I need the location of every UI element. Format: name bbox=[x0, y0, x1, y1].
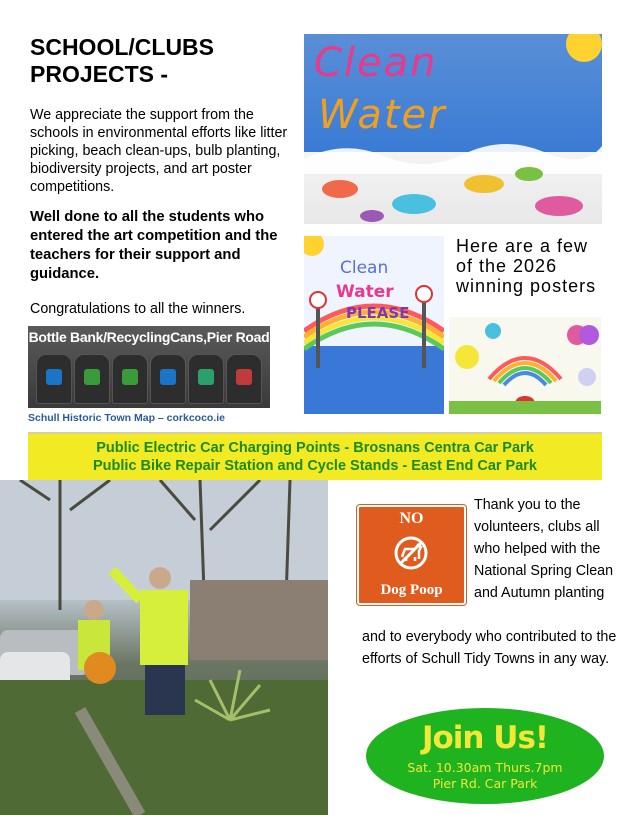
bin-label bbox=[198, 369, 214, 385]
intro-paragraph: We appreciate the support from the schools in environmental efforts like litter picking, beach clean-ups, bulb planting, biodiversity projects, and art poster competitions. bbox=[30, 107, 288, 195]
poster2-line3: PLEASE bbox=[346, 304, 410, 322]
congrats-text: Congratulations to all the winners. bbox=[30, 301, 246, 317]
poster-title-line1: Clean bbox=[314, 40, 438, 86]
page-title: SCHOOL/CLUBS PROJECTS - bbox=[30, 34, 214, 87]
winning-posters-text: Here are a few of the 2026 winning posters bbox=[456, 236, 597, 296]
join-us-badge bbox=[366, 708, 604, 804]
recycling-bin bbox=[188, 354, 224, 404]
dog-sign-bottom: Dog Poop bbox=[380, 582, 443, 598]
poster2-line2: Water bbox=[336, 282, 394, 302]
clean-water-poster bbox=[304, 34, 602, 224]
well-done-paragraph: Well done to all the students who entered the art competition and the teachers for their support and guidance. bbox=[30, 209, 278, 282]
no-dog-poop-sign bbox=[357, 505, 466, 605]
recycling-bin bbox=[150, 354, 186, 404]
banner-bike-repair: Public Bike Repair Station and Cycle Stands - East End Car Park bbox=[93, 458, 537, 474]
map-caption: Schull Historic Town Map – corkcoco.ie bbox=[28, 412, 226, 424]
join-us-place: Pier Rd. Car Park bbox=[432, 776, 538, 791]
poster2-line1: Clean bbox=[340, 258, 389, 278]
bin-label bbox=[160, 369, 176, 385]
join-us-headline: Join Us! bbox=[421, 720, 549, 756]
recycling-bin bbox=[112, 354, 148, 404]
join-us-times: Sat. 10.30am Thurs.7pm bbox=[407, 760, 563, 775]
recycling-bin bbox=[226, 354, 262, 404]
thanks-everybody-text: and to everybody who contributed to the efforts of Schull Tidy Towns in any way. bbox=[362, 629, 617, 667]
poster-title-line2: Water bbox=[318, 92, 447, 138]
butterflies-poster bbox=[449, 317, 601, 414]
volunteers-photo bbox=[0, 480, 328, 815]
thanks-volunteers-text: Thank you to the volunteers, clubs all who helped with the National Spring Clean and Autumn planting bbox=[474, 497, 614, 601]
bin-label bbox=[236, 369, 252, 385]
bin-label bbox=[122, 369, 138, 385]
clean-water-please-poster bbox=[304, 236, 444, 414]
no-dog-icon bbox=[393, 535, 429, 571]
bottle-bank-photo bbox=[28, 326, 270, 408]
recycling-bin bbox=[36, 354, 72, 404]
dog-sign-top: NO bbox=[399, 510, 424, 527]
recycling-bin bbox=[74, 354, 110, 404]
bin-label bbox=[46, 369, 62, 385]
info-banner bbox=[28, 432, 602, 480]
banner-charging-points: Public Electric Car Charging Points - Brosnans Centra Car Park bbox=[96, 440, 534, 456]
bin-label bbox=[84, 369, 100, 385]
bottle-bank-title: Bottle Bank/RecyclingCans,Pier Road bbox=[28, 329, 270, 345]
poster-fish-illustration bbox=[304, 34, 602, 224]
